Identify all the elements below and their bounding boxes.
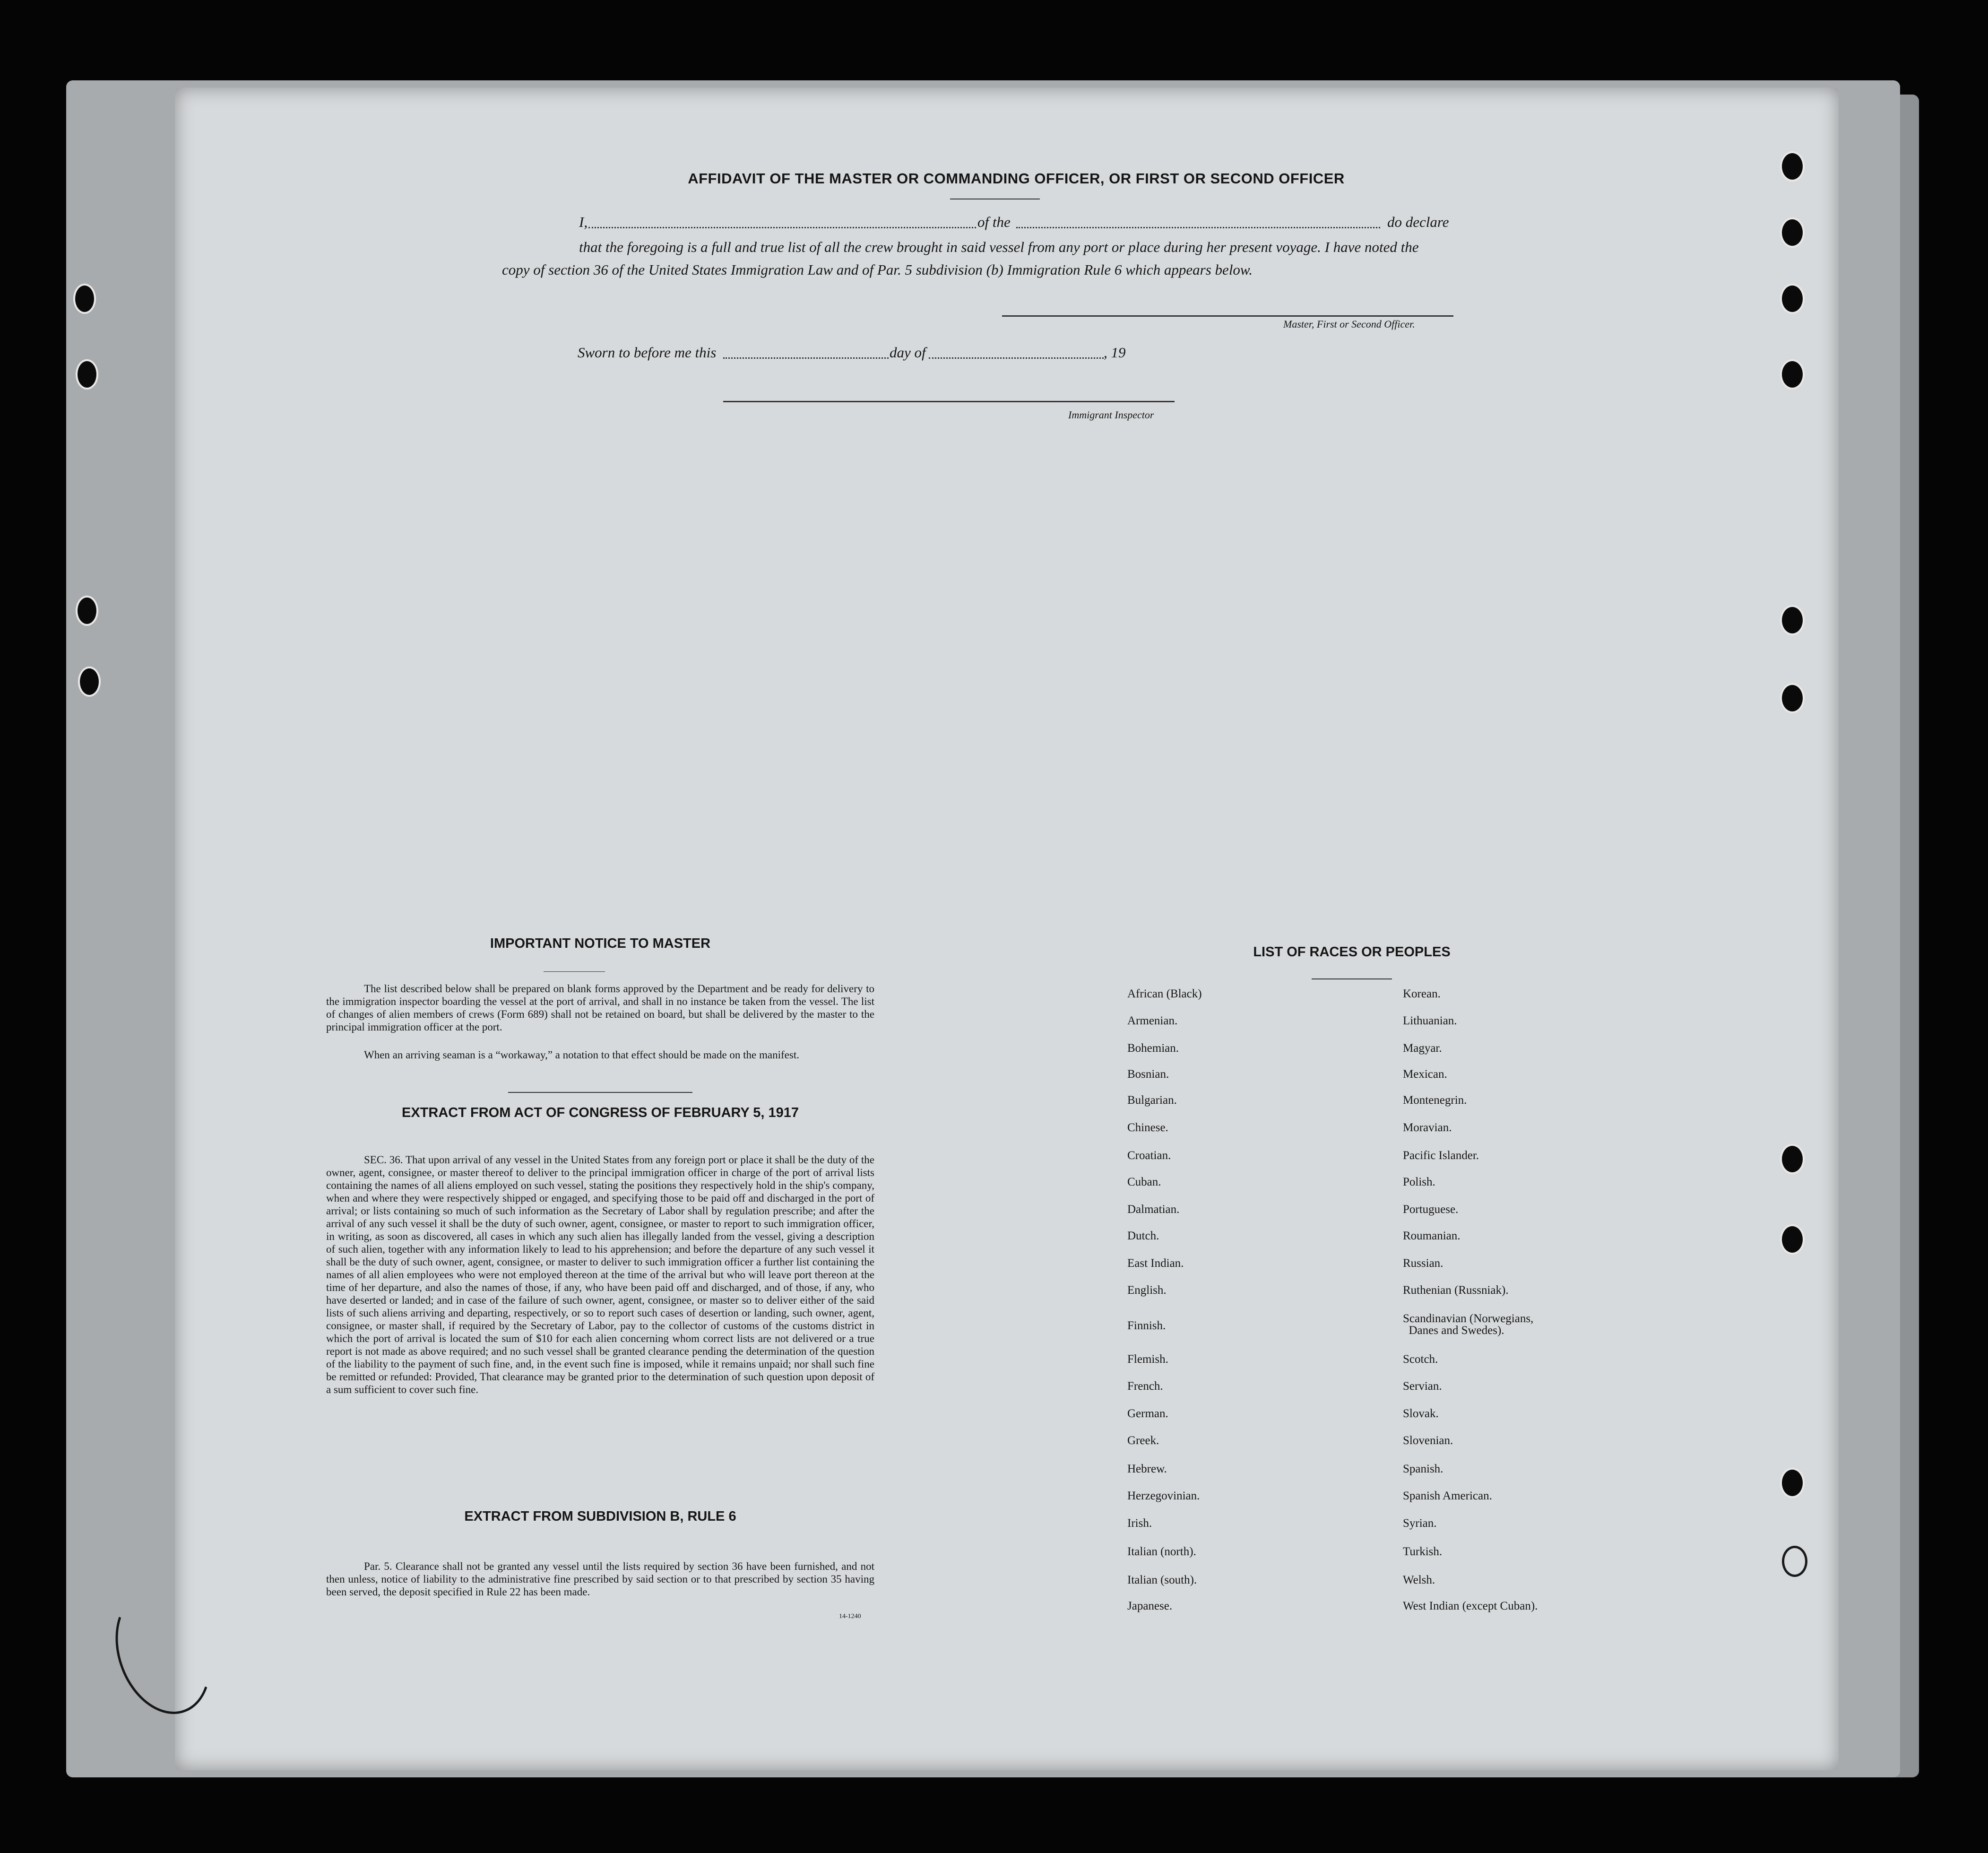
form-number: 14-1240 xyxy=(839,1613,861,1620)
race-item: French. xyxy=(1127,1380,1163,1393)
race-item: Dutch. xyxy=(1127,1230,1159,1242)
sworn-prefix: Sworn to before me this xyxy=(578,344,717,361)
sworn-day: day of xyxy=(890,344,926,361)
section-divider xyxy=(508,1092,692,1093)
race-item: Herzegovinian. xyxy=(1127,1489,1200,1502)
binder-hole-right xyxy=(1780,1144,1805,1174)
race-item: Scotch. xyxy=(1403,1353,1438,1366)
race-item: Slovak. xyxy=(1403,1407,1439,1420)
race-item: Spanish American. xyxy=(1403,1489,1492,1502)
affidavit-declare: do declare xyxy=(1387,214,1449,230)
race-item: Bulgarian. xyxy=(1127,1094,1177,1107)
race-item: Italian (south). xyxy=(1127,1574,1197,1586)
race-item: Welsh. xyxy=(1403,1574,1435,1586)
sworn-year: , 19 xyxy=(1104,344,1126,361)
race-item: Servian. xyxy=(1403,1380,1442,1393)
race-item: Pacific Islander. xyxy=(1403,1149,1479,1162)
race-item: Magyar. xyxy=(1403,1042,1442,1055)
race-item: Dalmatian. xyxy=(1127,1203,1180,1216)
name-blank xyxy=(588,227,976,228)
inspector-label: Immigrant Inspector xyxy=(1068,409,1154,421)
affidavit-line-3: copy of section 36 of the United States Immigration Law and of Par. 5 subdivision (b) Immigration Rule 6 which appears below. xyxy=(502,261,1253,278)
race-item: Korean. xyxy=(1403,987,1441,1000)
notice-paragraph-2: When an arriving seaman is a “workaway,” a notation to that effect should be made on the manifest. xyxy=(364,1049,799,1061)
vessel-blank xyxy=(1016,227,1380,228)
race-item: Portuguese. xyxy=(1403,1203,1459,1216)
sworn-day-blank xyxy=(723,357,889,359)
binder-hole-right xyxy=(1780,1224,1805,1255)
race-item: Irish. xyxy=(1127,1517,1152,1530)
binder-hole-left xyxy=(76,596,98,626)
act-heading: EXTRACT FROM ACT OF CONGRESS OF FEBRUARY 5, 1917 xyxy=(401,1105,799,1120)
binder-hole-right xyxy=(1780,1468,1805,1498)
race-item: Flemish. xyxy=(1127,1353,1168,1366)
notice-paragraph-1: The list described below shall be prepared on blank forms approved by the Department and be ready for delivery to the immigration inspector boarding the vessel at the port of arrival, and shall in no instance be taken from the vessel. The list of changes of alien members of crews (Form 689) shall not be retained on board, but shall be delivered by the master to the principal immigration officer at the port. xyxy=(326,983,874,1033)
race-item: Roumanian. xyxy=(1403,1230,1461,1242)
rule-text: Par. 5. Clearance shall not be granted any vessel until the lists required by section 36 have been furnished, and not then unless, notice of liability to the administrative fine prescribed by said section or to that prescribed by section 35 having been served, the deposit specified in Rule 22 has been made. xyxy=(326,1560,874,1598)
race-item: Slovenian. xyxy=(1403,1434,1453,1447)
binder-hole-right xyxy=(1780,683,1805,713)
binder-hole-right xyxy=(1780,359,1805,390)
race-item: Scandinavian (Norwegians, Danes and Swedes). xyxy=(1403,1312,1534,1337)
race-item: Ruthenian (Russniak). xyxy=(1403,1284,1509,1297)
race-item: Italian (north). xyxy=(1127,1545,1196,1558)
notice-heading: IMPORTANT NOTICE TO MASTER xyxy=(490,936,711,951)
notice-underline xyxy=(544,971,605,972)
race-item: Cuban. xyxy=(1127,1176,1161,1188)
race-item: Bosnian. xyxy=(1127,1068,1169,1081)
master-label: Master, First or Second Officer. xyxy=(1283,318,1415,330)
race-item: Polish. xyxy=(1403,1176,1435,1188)
binder-hole-right xyxy=(1780,605,1805,635)
race-item: Hebrew. xyxy=(1127,1463,1167,1475)
inspector-signature-line xyxy=(723,401,1175,402)
race-item: Croatian. xyxy=(1127,1149,1171,1162)
race-item: Syrian. xyxy=(1403,1517,1437,1530)
race-item: Greek. xyxy=(1127,1434,1159,1447)
race-item: West Indian (except Cuban). xyxy=(1403,1600,1538,1612)
race-item: Bohemian. xyxy=(1127,1042,1179,1055)
binder-hole-left xyxy=(73,284,96,314)
act-text: SEC. 36. That upon arrival of any vessel in the United States from any foreign port or place it shall be the duty of the owner, agent, consignee, or master thereof to deliver to the principal immigration officer in charge of the port of arrival lists containing the names of all aliens employed on such vessel, stating the positions they respectively hold in the ship's company, when and where they were respectively shipped or engaged, and specifying those to be paid off and discharged in the port of arrival; or lists containing so much of such information as the Secretary of Labor shall by regulation prescribe; and after the arrival of any such vessel it shall be the duty of such owner, agent, consignee, or master to report to such immigration officer, in writing, as soon as discovered, all cases in which any such alien has illegally landed from the vessel, giving a description of such alien, together with any information likely to lead to his apprehension; and before the departure of any such vessel it shall be the duty of such owner, agent, consignee, or master to deliver to such immigration officer a further list containing the names of all alien employees who were not employed thereon at the time of the arrival but who will leave port thereon at the time of her departure, and also the names of those, if any, who have been paid off and discharged, and of those, if any, who have deserted or landed; and in case of the failure of such owner, agent, consignee, or master so to deliver either of the said lists of such aliens arriving and departing, respectively, or so to report such cases of desertion or landing, such owner, agent, consignee, or master shall, if required by the Secretary of Labor, pay to the collector of customs of the customs district in which the port of arrival is located the sum of $10 for each alien concerning whom correct lists are not delivered or a true report is not made as above required; and no such vessel shall be granted clearance pending the determination of the question of the liability to the payment of such fine, and, in the event such fine is imposed, while it remains unpaid; nor shall such fine be remitted or refunded: Provided, That clearance may be granted prior to the determination of such question upon deposit of a sum sufficient to cover such fine. xyxy=(326,1154,874,1395)
binder-hole-left xyxy=(76,359,98,390)
race-item: Russian. xyxy=(1403,1257,1443,1270)
race-item: Finnish. xyxy=(1127,1319,1166,1332)
race-item: East Indian. xyxy=(1127,1257,1184,1270)
races-underline xyxy=(1312,978,1392,979)
race-item: Turkish. xyxy=(1403,1545,1443,1558)
race-item: Montenegrin. xyxy=(1403,1094,1467,1107)
races-heading: LIST OF RACES OR PEOPLES xyxy=(1253,944,1451,960)
race-item: Armenian. xyxy=(1127,1014,1178,1027)
affidavit-of-the: of the xyxy=(977,214,1011,230)
binder-hole-right xyxy=(1780,217,1805,248)
binder-hole-left xyxy=(78,667,101,697)
race-item: Moravian. xyxy=(1403,1121,1452,1134)
binder-hole-right xyxy=(1782,1546,1807,1577)
affidavit-i: I, xyxy=(579,214,588,230)
binder-hole-right xyxy=(1780,151,1805,182)
race-item: German. xyxy=(1127,1407,1168,1420)
race-item: Lithuanian. xyxy=(1403,1014,1457,1027)
sworn-month-blank xyxy=(929,357,1104,359)
race-item: English. xyxy=(1127,1284,1167,1297)
rule-heading: EXTRACT FROM SUBDIVISION B, RULE 6 xyxy=(464,1509,736,1524)
race-item: Japanese. xyxy=(1127,1600,1173,1612)
master-signature-line xyxy=(1002,315,1453,317)
race-item: African (Black) xyxy=(1127,987,1202,1000)
binder-hole-right xyxy=(1780,284,1805,314)
affidavit-title: AFFIDAVIT OF THE MASTER OR COMMANDING OFFICER, OR FIRST OR SECOND OFFICER xyxy=(688,170,1345,187)
race-item: Spanish. xyxy=(1403,1463,1443,1475)
affidavit-line-2: that the foregoing is a full and true list of all the crew brought in said vessel from any port or place during her present voyage. I have noted the xyxy=(579,239,1419,255)
race-item: Chinese. xyxy=(1127,1121,1168,1134)
race-item: Mexican. xyxy=(1403,1068,1447,1081)
